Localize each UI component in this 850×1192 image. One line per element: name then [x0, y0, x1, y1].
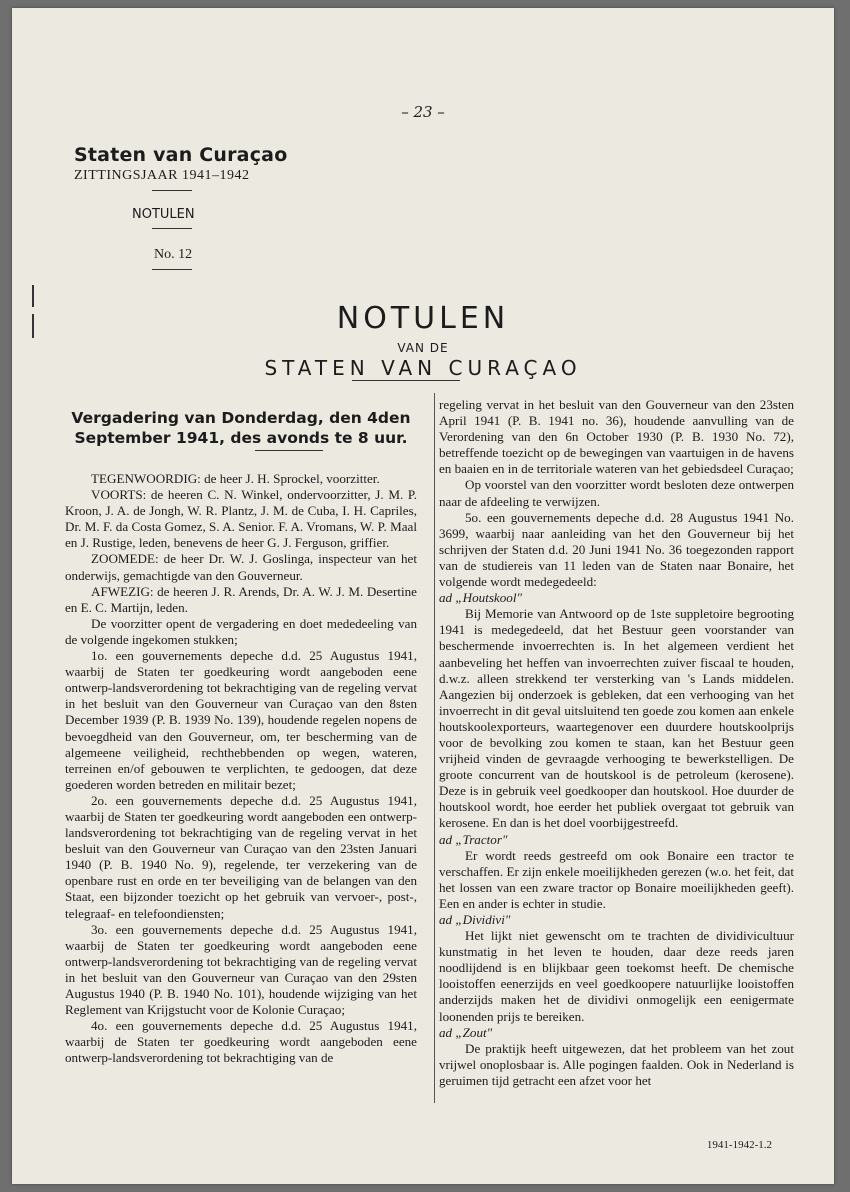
right-column [439, 397, 794, 1089]
divider [255, 450, 323, 451]
title-subject: STATEN VAN CURAÇAO [264, 356, 582, 380]
paragraph: regeling vervat in het besluit van den Gouverneur van den 23sten April 1941 (P. B. 1941 no. 36), houdende aanvulling van de Verordening van den 6n October 1930 (P. B. 1930 No. 72), betreffende toezicht op de bewegingen van vaartuigen in de havens en baaien en in de territoriale wateren van het gebiedsdeel Curaçao; [439, 397, 794, 477]
meeting-heading: Vergadering van Donderdag, den 4den September 1941, des avonds te 8 uur. [71, 409, 411, 447]
paragraph: 1o. een gouvernements depeche d.d. 25 Augustus 1941, waarbij de Staten ter goedkeuring wordt aangeboden eene ontwerp-landsverordening tot bekrachtiging van de regeling vervat in het besluit van den Gouverneur van Curaçao van den 8sten December 1939 (P. B. 1939 No. 139), houdende regelen nopens de bevoegdheid van den Gouverneur, om, ter bescherming van de algemeene veiligheid, rechthebbenden op wegen, wateren, terreinen en/of gebouwen te verplichten, te gedoogen, dat deze goederen worden betreden en militair bezet; [65, 648, 417, 792]
left-column [65, 400, 417, 1066]
title-underline [352, 380, 460, 381]
column-divider [434, 393, 435, 1103]
paragraph: De voorzitter opent de vergadering en doet mededeeling van de volgende ingekomen stukken; [65, 615, 417, 647]
paragraph: VOORTS: de heeren C. N. Winkel, ondervoorzitter, J. M. P. Kroon, J. A. de Jongh, W. R. Plantz, J. M. de Cuba, I. H. Capriles, Dr. M. F. da Costa Gomez, S. A. Senior. F. A. Vromans, W. P. Maal en J. Rustige, leden, benevens de heer G. J. Ferguson, griffier. [65, 487, 417, 551]
paragraph: Er wordt reeds gestreefd om ook Bonaire een tractor te verschaffen. Er zijn enkele moeilijkheden gerezen (w.o. het feit, dat het lossen van een zware tractor op Bonaire moeilijkheden geeft). Een en ander is echter in studie. [439, 847, 794, 911]
paragraph: AFWEZIG: de heeren J. R. Arends, Dr. A. W. J. M. Desertine en E. C. Martijn, leden. [65, 583, 417, 615]
paragraph: TEGENWOORDIG: de heer J. H. Sprockel, voorzitter. [91, 471, 380, 486]
title-connector: VAN DE [397, 341, 449, 355]
divider [152, 269, 192, 270]
issue-number: No. 12 [154, 247, 193, 262]
document-page [12, 8, 834, 1184]
subheading: ad „Tractor" [439, 831, 508, 847]
footer-code: 1941-1942-1.2 [706, 1139, 772, 1151]
page-number: – 23 – [401, 103, 445, 121]
paragraph: Bij Memorie van Antwoord op de 1ste suppletoire begrooting 1941 is medegedeeld, dat het Bestuur geen voorstander van beschermende invoerrechten is. In het algemeen verdient het aanbeveling het heffen van invoerrechten zuiver fiscaal te houden, d.w.z. alleen strekkend ter versterking van 's Lands middelen. Aangezien bij onderzoek is gebleken, dat een verhooging van het invoerrecht in dit geval uitsluitend ten goede zou komen aan enkele houtskoolexporteurs, waartegenover een duurdere houtskoolprijs voor de bevolking zou komen te staan, kan het Bestuur geen vrijheid vinden de gevraagde verhooging te bewerkstelligen. De groote concurrent van de houtskool is de petroleum (kerosene). Deze is in gebruik veel goedkooper dan houtskool. Hoe duurder de houtskool wordt, hoe eerder het publiek overgaat tot gebruik van kerosene. En dan is het doel voorbijgestreefd. [439, 606, 794, 831]
paragraph: Het lijkt niet gewenscht om te trachten de dividivicultuur kunstmatig in het leven te houden, daar deze reeds jaren noodlijdend is en blijkbaar geen toekomst heeft. De chemische looistoffen eenerzijds en veel goedkoopere natuurlijke looistoffen anderzijds maken het de dividivi onmogelijk een eenigermate loonenden prijs te bereiken. [439, 928, 794, 1024]
paragraph: 3o. een gouvernements depeche d.d. 25 Augustus 1941, waarbij de Staten ter goedkeuring wordt aangeboden eene ontwerp-landsverordening tot bekrachtiging van de regeling vervat in het besluit van den Gouverneur van Curaçao van den 29sten Augustus 1940 (P. B. 1940 No. 101), houdende wijziging van het Reglement van Krijgstucht voor de Kolonie Curaçao; [65, 921, 417, 1018]
document-header [74, 144, 294, 270]
paragraph: 2o. een gouvernements depeche d.d. 25 Augustus 1941, waarbij de Staten ter goedkeuring wordt aangeboden een ontwerp-landsverordening tot bekrachtiging van de regeling vervat in het besluit van den Gouverneur van Curaçao van den 23sten Januari 1940 (P. B. 1940 No. 9), regelende, ter verzekering van de openbare rust en orde en ter beveiliging van de belangen van den Staat, een bijzonder toezicht op het gebruik van vervoer-, post-, telegraaf- en telefoondiensten; [65, 792, 417, 921]
paragraph: De praktijk heeft uitgewezen, dat het probleem van het zout vrijwel onoplosbaar is. Alle pogingen faalden. Ook in Nederland is geruimen tijd getracht een afzet voor het [439, 1040, 794, 1088]
subheading: ad „Dividivi" [439, 912, 511, 927]
divider [152, 228, 192, 229]
organization-name: Staten van Curaçao [74, 144, 288, 166]
paragraph: 5o. een gouvernements depeche d.d. 28 Augustus 1941 No. 3699, waarbij naar aanleiding van het den Gouverneur bij het schrijven der Staten d.d. 20 Juni 1941 No. 36 toegezonden rapport van de studiereis van 11 leden van de Staten naar Bonaire, het volgende wordt medegedeeld: [439, 509, 794, 590]
divider [152, 190, 192, 191]
subheading: ad „Houtskool" [439, 590, 522, 606]
paragraph: 4o. een gouvernements depeche d.d. 25 Augustus 1941, waarbij de Staten ter goedkeuring wordt aangeboden eene ontwerp-landsverordening tot bekrachtiging van de [65, 1018, 417, 1066]
paragraph: Op voorstel van den voorzitter wordt besloten deze ontwerpen naar de afdeeling te verwijzen. [439, 477, 794, 509]
main-title: NOTULEN [336, 301, 510, 336]
subheading: ad „Zout" [439, 1024, 493, 1040]
paragraph: ZOOMEDE: de heer Dr. W. J. Goslinga, inspecteur van het onderwijs, gemachtigde van den Gouverneur. [65, 551, 417, 583]
session-year: ZITTINGSJAAR 1941–1942 [74, 168, 250, 183]
section-label: NOTULEN [132, 207, 195, 222]
